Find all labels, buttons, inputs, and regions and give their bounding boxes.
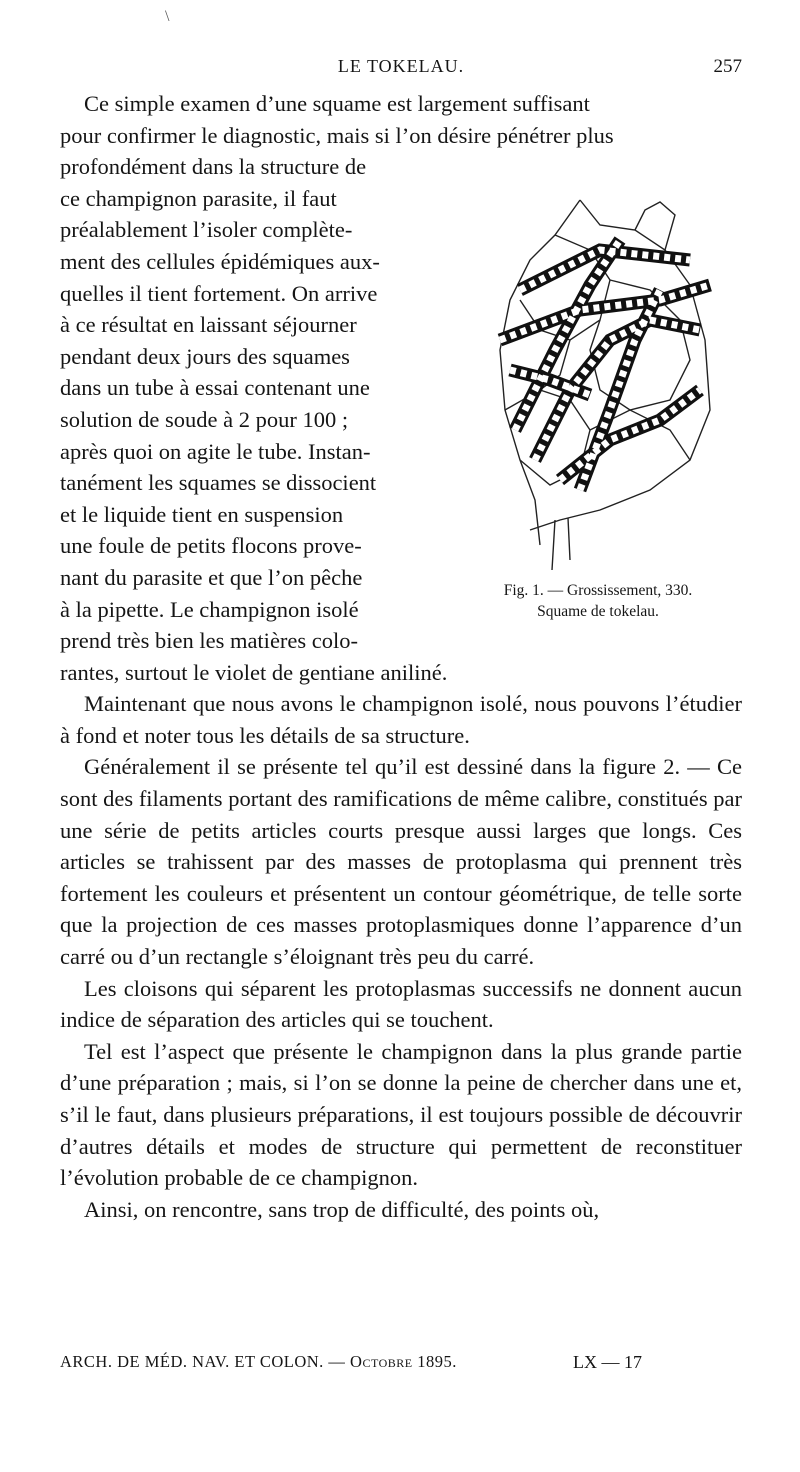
p1-line: nant du parasite et que l’on pêche	[60, 564, 363, 590]
p1-line: pendant deux jours des squames	[60, 343, 350, 369]
paragraph-6: Ainsi, on rencontre, sans trop de difficulté, des points où,	[84, 1196, 600, 1222]
paragraph-5: Tel est l’aspect que présente le champignon dans la plus grande partie d’une préparation ; mais, si l’on se donne la peine de chercher dans une et, s’il le faut, dans plusieurs préparations, il est toujours possible de découvrir d’autres détails et modes de structure qui permettent de reconstituer l’évolution probable de ce champignon.	[60, 1038, 742, 1191]
journal-footer: ARCH. DE MÉD. NAV. ET COLON. — Octobre 1895.	[60, 1352, 457, 1371]
page-number: 257	[713, 56, 742, 77]
p1-line: préalablement l’isoler complète-	[60, 217, 353, 243]
p1-line: prend très bien les matières colo-	[60, 628, 359, 654]
p1-line: à ce résultat en laissant séjourner	[60, 312, 357, 338]
p1-line: tanément les squames se dissocient	[60, 470, 377, 496]
p1-line: une foule de petits flocons prove-	[60, 533, 362, 559]
margin-mark: \	[165, 8, 170, 25]
p1-line: quelles il tient fortement. On arrive	[60, 280, 378, 306]
paragraph-4: Les cloisons qui séparent les protoplasmas successifs ne donnent aucun indice de séparation des articles qui se touchent.	[60, 975, 742, 1033]
p1-line: ce champignon parasite, il faut	[60, 185, 337, 211]
p1-line: rantes, surtout le violet de gentiane aniliné.	[60, 659, 448, 685]
hyphae-illustration	[460, 190, 730, 570]
p1-line: à la pipette. Le champignon isolé	[60, 596, 359, 622]
cell-outline	[552, 518, 570, 570]
paragraph-2: Maintenant que nous avons le champignon isolé, nous pouvons l’étudier à fond et noter tous les détails de sa structure.	[60, 691, 742, 748]
figure-1	[448, 190, 748, 570]
hypha	[580, 290, 660, 490]
running-header	[60, 56, 742, 82]
paragraph-3: Généralement il se présente tel qu’il est dessiné dans la figure 2. — Ce sont des filaments portant des ramifications de même calibre, constitués par une série de petits articles courts presque aussi larges que longs. Ces articles se trahissent par des masses de protoplasma qui prennent très fortement les couleurs et présentent un contour géométrique, de telle sorte que la projection de ces masses protoplasmiques donne l’apparence d’un carré ou d’un rectangle s’éloignant très peu du carré.	[60, 754, 742, 970]
caption-line-1: Fig. 1. — Grossissement, 330.	[503, 582, 693, 599]
running-title: LE TOKELAU.	[337, 56, 465, 76]
caption-line-2: Squame de tokelau.	[537, 603, 659, 620]
p1-line: Ce simple examen d’une squame est largement suffisant	[84, 91, 590, 116]
p1-line: après quoi on agite le tube. Instan-	[60, 438, 371, 464]
p1-line: pour confirmer le diagnostic, mais si l’on désire pénétrer plus	[60, 122, 614, 148]
figure-caption	[448, 580, 748, 622]
p1-line: profondément dans la structure de	[60, 154, 367, 180]
p1-line: et le liquide tient en suspension	[60, 501, 344, 527]
p1-line: ment des cellules épidémiques aux-	[60, 248, 380, 274]
signature-mark: LX — 17	[573, 1352, 642, 1372]
p1-line: dans un tube à essai contenant une	[60, 375, 370, 401]
p1-line: solution de soude à 2 pour 100 ;	[60, 406, 349, 432]
